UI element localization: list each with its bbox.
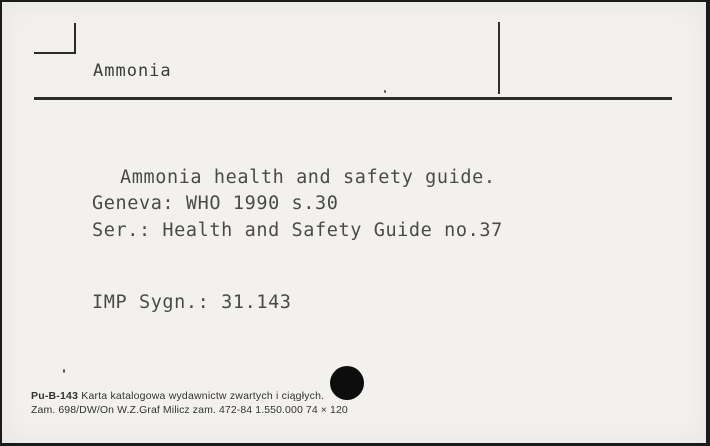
publication-line: Geneva: WHO 1990 s.30: [92, 193, 339, 214]
horizontal-rule: [34, 97, 672, 100]
footer-form-text: Karta katalogowa wydawnictw zwartych i ciągłych.: [81, 390, 325, 402]
series-line: Ser.: Health and Safety Guide no.37: [92, 220, 503, 241]
footer-line-1: [31, 390, 324, 402]
call-number-line: IMP Sygn.: 31.143: [92, 292, 292, 313]
vertical-rule: [498, 22, 500, 94]
catalog-card: [2, 2, 706, 443]
punch-hole: [330, 366, 364, 400]
footer-form-code: Pu-B-143: [31, 390, 79, 402]
ink-speck: [63, 369, 65, 373]
ink-speck: [384, 90, 386, 93]
corner-bracket: [34, 23, 76, 54]
title-line: Ammonia health and safety guide.: [120, 167, 496, 188]
footer-print-info: Zam. 698/DW/On W.Z.Graf Milicz zam. 472-84 1.550.000 74 × 120: [31, 404, 348, 416]
card-heading: Ammonia: [93, 61, 172, 81]
